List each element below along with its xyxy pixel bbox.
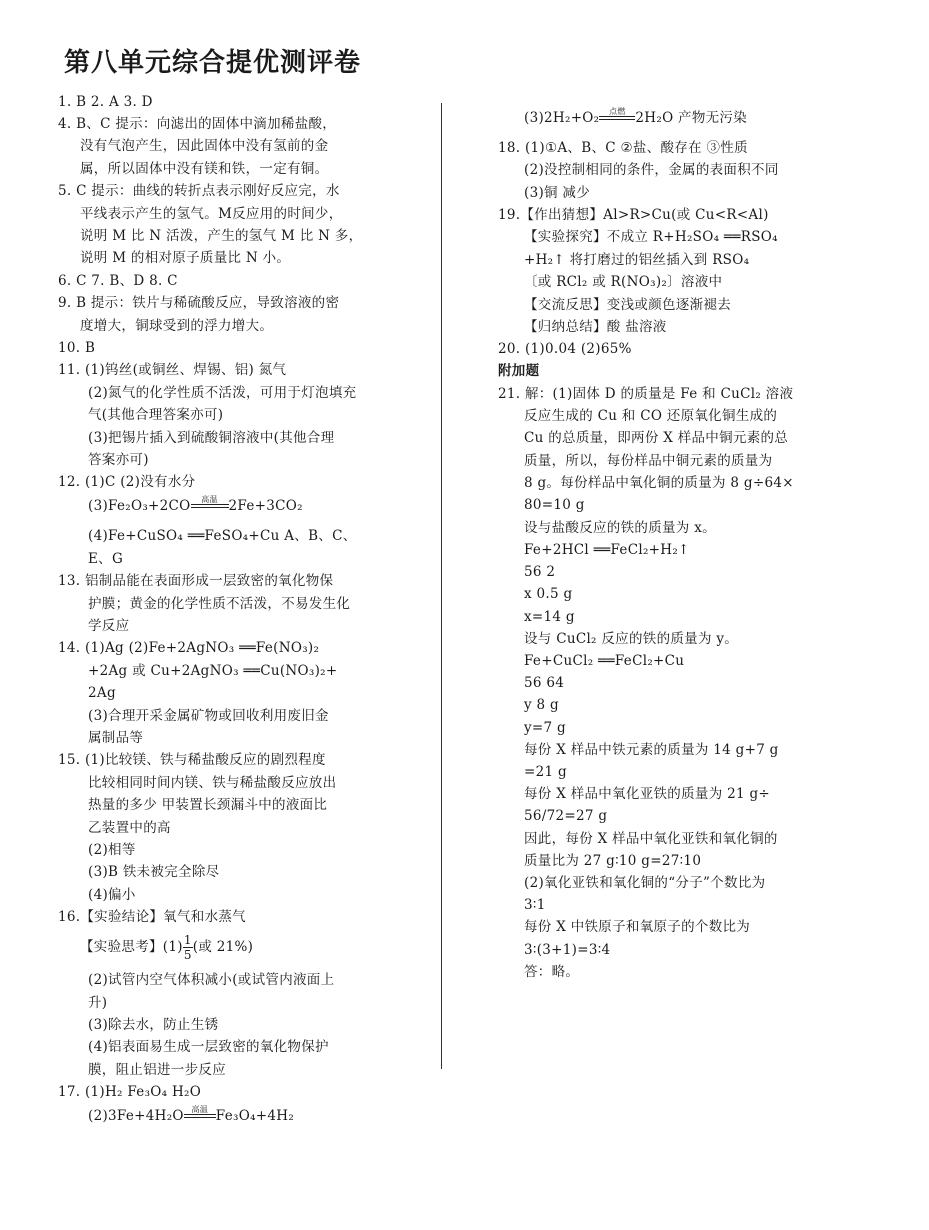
answer-line-q12-3: [88, 496, 303, 518]
answer-line-left: 比较相同时间内镁、铁与稀盐酸反应放出: [88, 775, 337, 791]
answer-line-left: 9. B 提示：铁片与稀硫酸反应，导致溶液的密: [58, 295, 340, 311]
reaction-condition: 高温: [191, 1105, 209, 1114]
answer-line-right: x=14 g: [524, 609, 575, 625]
answer-line-left: 13. 铝制品能在表面形成一层致密的氧化物保: [58, 573, 334, 589]
answer-line-right: 反应生成的 Cu 和 CO 还原氧化铜生成的: [524, 408, 778, 424]
answer-line-left: (2)相等: [88, 842, 136, 858]
answer-line-right: 因此，每份 X 样品中氧化亚铁和氧化铜的: [524, 831, 778, 847]
answer-line-left: 说明 M 比 N 活泼，产生的氢气 M 比 N 多，: [80, 228, 363, 244]
answer-line-left: (4)铝表面易生成一层致密的氧化物保护: [88, 1039, 329, 1055]
answer-line-left: (4)偏小: [88, 887, 136, 903]
answer-line-right: y=7 g: [524, 720, 566, 736]
answer-line-right: 附加题: [498, 363, 540, 379]
answer-line-right: 19.【作出猜想】Al>R>Cu(或 Cu<R<Al): [498, 207, 769, 223]
answer-line-right: 【实验探究】不成立 R+H₂SO₄ ══RSO₄: [524, 229, 778, 245]
answer-text: (或 21%): [192, 939, 254, 955]
answer-line-left: 2Ag: [88, 685, 116, 701]
answer-line-right: 【交流反思】变浅或颜色逐渐褪去: [524, 297, 731, 313]
answer-line-right: 21. 解：(1)固体 D 的质量是 Fe 和 CuCl₂ 溶液: [498, 386, 794, 402]
answer-line-right: (3)铜 减少: [524, 185, 591, 201]
answer-line-right: 18. (1)①A、B、C ②盐、酸存在 ③性质: [498, 140, 748, 156]
answer-line-q16-1: [80, 930, 253, 964]
answer-line-left: (3)除去水，防止生锈: [88, 1017, 219, 1033]
answer-line-right: Cu 的总质量，即两份 X 样品中铜元素的总: [524, 430, 789, 446]
answer-line-right: 3∶(3+1)=3∶4: [524, 942, 611, 958]
answer-line-left: 升): [88, 995, 108, 1011]
reaction-arrow: [191, 496, 229, 518]
reaction-condition: 高温: [201, 495, 218, 504]
answer-line-right: 每份 X 样品中氧化亚铁的质量为 21 g÷: [524, 786, 771, 802]
answer-line-right: 每份 X 样品中铁元素的质量为 14 g+7 g: [524, 742, 779, 758]
answer-line-left: E、G: [88, 551, 124, 567]
answer-line-right: y 8 g: [524, 697, 559, 713]
answer-line-left: 属制品等: [88, 730, 144, 746]
answer-line-left: 6. C 7. B、D 8. C: [58, 273, 178, 289]
answer-line-left: (2)试管内空气体积减小(或试管内液面上: [88, 972, 335, 988]
answer-line-right: 质量比为 27 g∶10 g=27∶10: [524, 853, 702, 869]
equation-reactants: (3)2H₂+O₂: [524, 110, 600, 126]
answer-line-left: 15. (1)比较镁、铁与稀盐酸反应的剧烈程度: [58, 752, 326, 768]
answer-line-right: +H₂↑ 将打磨过的铝丝插入到 RSO₄: [524, 252, 750, 268]
equation-products: 2H₂O 产物无污染: [635, 110, 748, 126]
answer-line-right: 8 g。每份样品中氧化铜的质量为 8 g÷64×: [524, 475, 794, 491]
equation-products: 2Fe+3CO₂: [228, 498, 303, 514]
answer-line-right: 56 2: [524, 564, 556, 580]
answer-line-left: 乙装置中的高: [88, 820, 171, 836]
answer-line-right: 答：略。: [524, 964, 580, 980]
answer-line-left: 膜，阻止铝进一步反应: [88, 1062, 226, 1078]
answer-line-left: (3)B 铁未被完全除尽: [88, 864, 220, 880]
answer-line-left: 说明 M 的相对原子质量比 N 小。: [80, 250, 291, 266]
answer-line-right: (2)氧化亚铁和氧化铜的“分子”个数比为: [524, 875, 766, 891]
answer-line-left: 12. (1)C (2)没有水分: [58, 474, 196, 490]
answer-line-left: 17. (1)H₂ Fe₃O₄ H₂O: [58, 1084, 202, 1100]
answer-line-right: 56/72=27 g: [524, 808, 608, 824]
page-title: 第八单元综合提优测评卷: [64, 48, 362, 78]
fraction-numerator: 1: [183, 933, 192, 947]
answer-line-left: 属，所以固体中没有镁和铁，一定有铜。: [80, 161, 329, 177]
answer-line-q17-2: [88, 1106, 294, 1128]
equation-products: Fe₃O₄+4H₂: [215, 1108, 295, 1124]
equation-reactants: (3)Fe₂O₃+2CO: [88, 498, 191, 514]
answer-line-left: 14. (1)Ag (2)Fe+2AgNO₃ ══Fe(NO₃)₂: [58, 640, 320, 656]
answer-line-left: +2Ag 或 Cu+2AgNO₃ ══Cu(NO₃)₂+: [88, 663, 338, 679]
reaction-arrow: [184, 1106, 216, 1128]
reaction-arrow: [599, 108, 635, 130]
answer-line-right: (2)没控制相同的条件，金属的表面积不同: [524, 162, 779, 178]
fraction-denominator: 5: [183, 948, 192, 962]
answer-line-left: 答案亦可): [88, 452, 149, 468]
answer-line-right: 56 64: [524, 675, 565, 691]
answer-line-left: 热量的多少 甲装置长颈漏斗中的液面比: [88, 797, 328, 813]
answer-line-right: Fe+2HCl ══FeCl₂+H₂↑: [524, 542, 690, 558]
answer-line-right: 80=10 g: [524, 497, 585, 513]
answer-line-left: 5. C 提示：曲线的转折点表示刚好反应完，水: [58, 183, 340, 199]
answer-line-right: 质量，所以，每份样品中铜元素的质量为: [524, 453, 773, 469]
answer-line-left: 4. B、C 提示：向滤出的固体中滴加稀盐酸，: [58, 116, 337, 132]
answer-line-q17-3: [524, 108, 747, 130]
answer-line-left: 16.【实验结论】氧气和水蒸气: [58, 909, 246, 925]
answer-line-right: 20. (1)0.04 (2)65%: [498, 341, 632, 357]
answer-line-right: =21 g: [524, 764, 567, 780]
answer-line-left: 10. B: [58, 340, 96, 356]
equation-reactants: (2)3Fe+4H₂O: [88, 1108, 184, 1124]
column-divider: [441, 103, 442, 1069]
answer-line-right: 设与 CuCl₂ 反应的铁的质量为 y。: [524, 631, 739, 647]
reaction-condition: 点燃: [609, 107, 626, 116]
section-label: 【实验思考】(1): [80, 939, 183, 955]
answer-line-left: 度增大，铜球受到的浮力增大。: [80, 318, 274, 334]
answer-line-left: (4)Fe+CuSO₄ ══FeSO₄+Cu A、B、C、: [88, 528, 357, 544]
answer-line-left: 没有气泡产生，因此固体中没有氢前的金: [80, 138, 329, 154]
answer-line-left: (2)氮气的化学性质不活泼，可用于灯泡填充: [88, 385, 357, 401]
answer-line-right: 【归纳总结】酸 盐溶液: [524, 319, 667, 335]
answer-line-right: 3∶1: [524, 897, 546, 913]
answer-line-right: x 0.5 g: [524, 586, 573, 602]
answer-line-left: (3)把锡片插入到硫酸铜溶液中(其他合理: [88, 430, 335, 446]
answer-line-left: 护膜；黄金的化学性质不活泼，不易发生化: [88, 596, 351, 612]
answer-line-right: Fe+CuCl₂ ══FeCl₂+Cu: [524, 653, 685, 669]
answer-line-right: 设与盐酸反应的铁的质量为 x。: [524, 520, 716, 536]
answer-line-left: 1. B 2. A 3. D: [58, 94, 153, 110]
answer-line-right: 每份 X 中铁原子和氧原子的个数比为: [524, 919, 751, 935]
answer-line-left: 平线表示产生的氢气。M反应用的时间少，: [80, 206, 343, 222]
answer-line-left: 气(其他合理答案亦可): [88, 407, 224, 423]
answer-line-left: (3)合理开采金属矿物或回收利用废旧金: [88, 708, 329, 724]
fraction: [183, 933, 193, 962]
answer-line-left: 11. (1)钨丝(或铜丝、焊锡、铝) 氮气: [58, 362, 287, 378]
answer-line-right: 〔或 RCl₂ 或 R(NO₃)₂〕溶液中: [524, 274, 723, 290]
answer-line-left: 学反应: [88, 618, 130, 634]
